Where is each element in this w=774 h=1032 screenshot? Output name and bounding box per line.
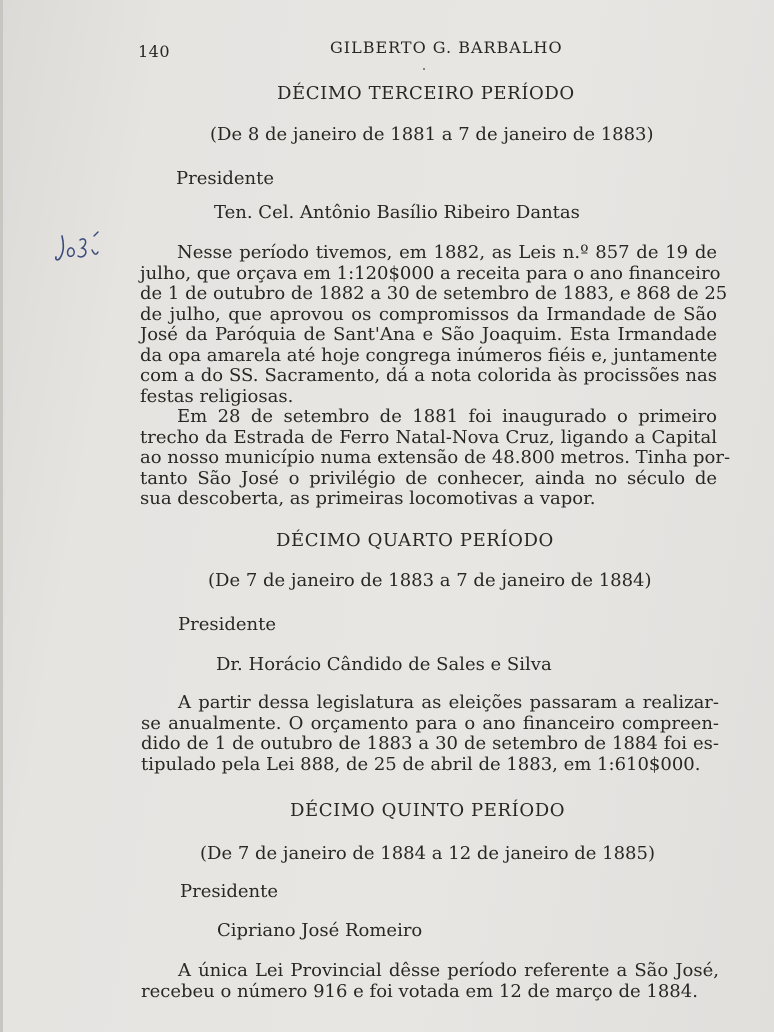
section-15-president-label: Presidente <box>180 881 279 902</box>
page-edge <box>0 0 3 1032</box>
section-15-president-name: Cipriano José Romeiro <box>217 920 423 941</box>
section-13-dates: (De 8 de janeiro de 1881 a 7 de janeiro de 1883) <box>210 124 654 145</box>
text-line: ao nosso município numa extensão de 48.800 metros. Tinha por- <box>140 447 731 468</box>
text-line: se anualmente. O orçamento para o ano financeiro compreen- <box>141 712 719 734</box>
text-line: sua descoberta, as primeiras locomotivas a vapor. <box>140 488 596 509</box>
section-14-title: DÉCIMO QUARTO PERÍODO <box>276 530 554 551</box>
text-line: com a do SS. Sacramento, dá a nota colorida às procissões nas <box>140 365 717 386</box>
handwritten-margin-note <box>54 230 106 266</box>
section-14-paragraph-1 <box>141 693 719 775</box>
page-number: 140 <box>138 42 171 61</box>
text-line: festas religiosas. <box>140 385 294 407</box>
section-14-president-name: Dr. Horácio Cândido de Sales e Silva <box>216 654 552 675</box>
section-13-paragraph-1 <box>140 242 728 407</box>
section-15-paragraph-1 <box>141 961 719 1002</box>
text-line: da opa amarela até hoje congrega inúmeros fiéis e, juntamente <box>140 344 718 366</box>
section-14-dates: (De 7 de janeiro de 1883 a 7 de janeiro de 1884) <box>208 570 652 591</box>
text-line: tanto São José o privilégio de conhecer, ainda no século de <box>140 467 717 489</box>
text-line: Nesse período tivemos, em 1882, as Leis n.º 857 de 19 de <box>177 242 717 263</box>
section-13-president-label: Presidente <box>176 168 275 189</box>
running-header-author: GILBERTO G. BARBALHO <box>330 38 563 57</box>
text-line: julho, que orçava em 1:120$000 a receita para o ano financeiro <box>140 262 721 284</box>
text-line: José da Paróquia de Sant'Ana e São Joaquim. Esta Irmandade <box>140 324 717 345</box>
text-line: recebeu o número 916 e foi votada em 12 de março de 1884. <box>141 980 698 1002</box>
text-line: dido de 1 de outubro de 1883 a 30 de setembro de 1884 foi es- <box>141 733 719 754</box>
section-13-title: DÉCIMO TERCEIRO PERÍODO <box>277 83 575 104</box>
section-13-paragraph-2 <box>140 406 731 510</box>
section-15-title: DÉCIMO QUINTO PERÍODO <box>290 800 566 821</box>
text-line: tipulado pela Lei 888, de 25 de abril de 1883, em 1:610$000. <box>141 753 701 775</box>
text-line: de 1 de outubro de 1882 a 30 de setembro de 1883, e 868 de 25 <box>140 283 728 304</box>
paper-speck <box>423 68 425 70</box>
section-15-dates: (De 7 de janeiro de 1884 a 12 de janeiro de 1885) <box>200 843 655 864</box>
text-line: A partir dessa legislatura as eleições passaram a realizar- <box>178 692 719 713</box>
text-line: de julho, que aprovou os compromissos da Irmandade de São <box>140 303 717 325</box>
text-line: A única Lei Provincial dêsse período referente a São José, <box>178 960 719 981</box>
section-14-president-label: Presidente <box>178 614 277 635</box>
text-line: trecho da Estrada de Ferro Natal-Nova Cruz, ligando a Capital <box>140 426 717 448</box>
text-line: Em 28 de setembro de 1881 foi inaugurado o primeiro <box>177 406 717 427</box>
section-13-president-name: Ten. Cel. Antônio Basílio Ribeiro Dantas <box>214 202 580 223</box>
